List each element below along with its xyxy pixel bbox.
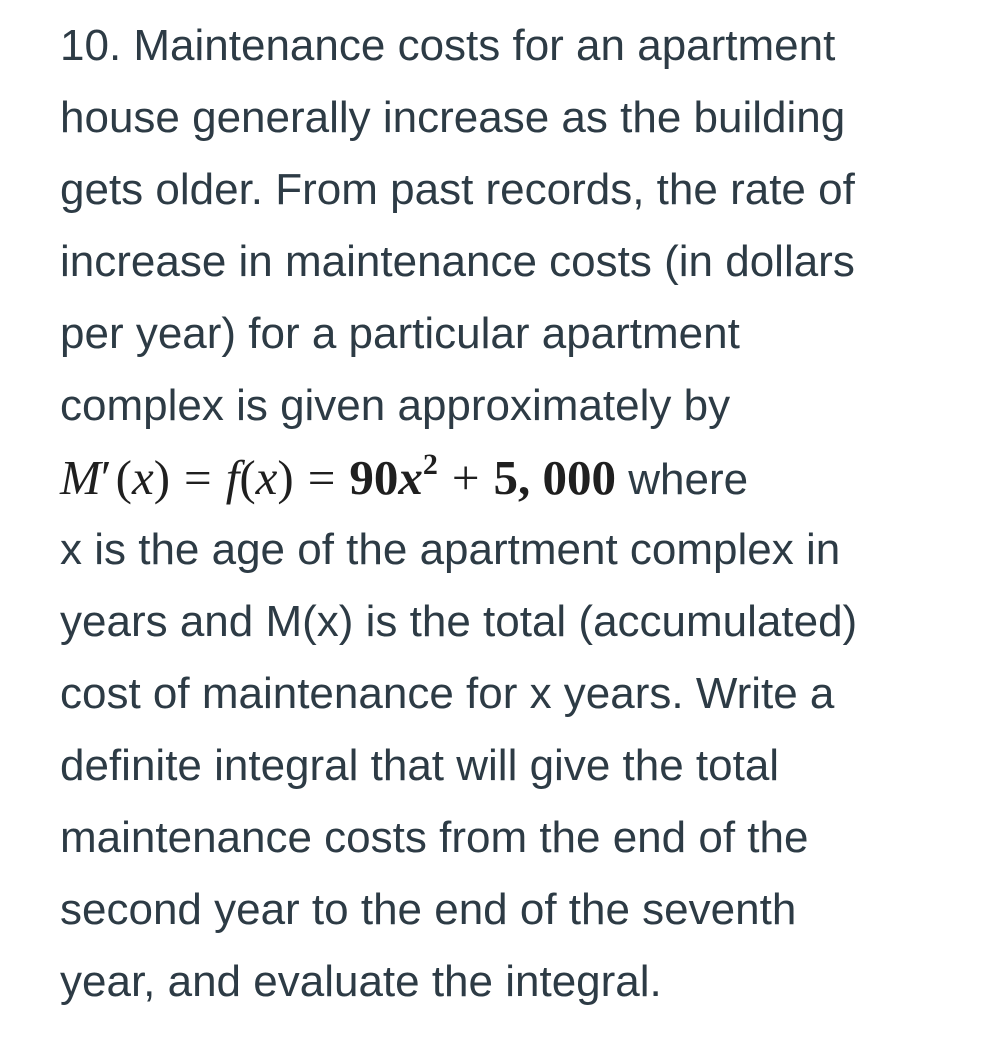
variable-x: x	[255, 450, 278, 505]
text-line: house generally increase as the building	[60, 93, 846, 142]
text-line: 10. Maintenance costs for an apartment	[60, 21, 836, 70]
text-line: gets older. From past records, the rate of	[60, 165, 855, 214]
text-line: increase in maintenance costs (in dollars	[60, 237, 855, 286]
exponent: 2	[422, 448, 438, 481]
paren-open: (	[115, 450, 132, 505]
math-formula	[60, 450, 616, 505]
text-line: per year) for a particular apartment	[60, 309, 740, 358]
paren-open: (	[239, 450, 256, 505]
equals-sign: =	[307, 450, 336, 505]
paren-close: )	[277, 450, 294, 505]
variable-x: x	[131, 450, 154, 505]
text-line: maintenance costs from the end of the	[60, 813, 809, 862]
plus-sign: +	[451, 450, 480, 505]
equation-line	[60, 442, 960, 514]
text-line: complex is given approximately by	[60, 381, 731, 430]
constant-term: 5, 000	[493, 450, 616, 505]
text-line: definite integral that will give the total	[60, 741, 780, 790]
coefficient: 90	[349, 450, 399, 505]
text-line: years and M(x) is the total (accumulated)	[60, 597, 858, 646]
text-line: year, and evaluate the integral.	[60, 957, 662, 1006]
equals-sign: =	[184, 450, 212, 505]
text-line: second year to the end of the seventh	[60, 885, 797, 934]
function-name-m: M	[60, 450, 101, 505]
text-line: x is the age of the apartment complex in	[60, 525, 841, 574]
paren-close: )	[153, 450, 171, 505]
problem-text	[60, 10, 960, 1018]
text-line: cost of maintenance for x years. Write a	[60, 669, 835, 718]
prime-symbol: ′	[100, 450, 112, 505]
function-name-f: f	[225, 450, 240, 505]
where-text: where	[616, 455, 749, 504]
variable-x: x	[398, 450, 423, 505]
